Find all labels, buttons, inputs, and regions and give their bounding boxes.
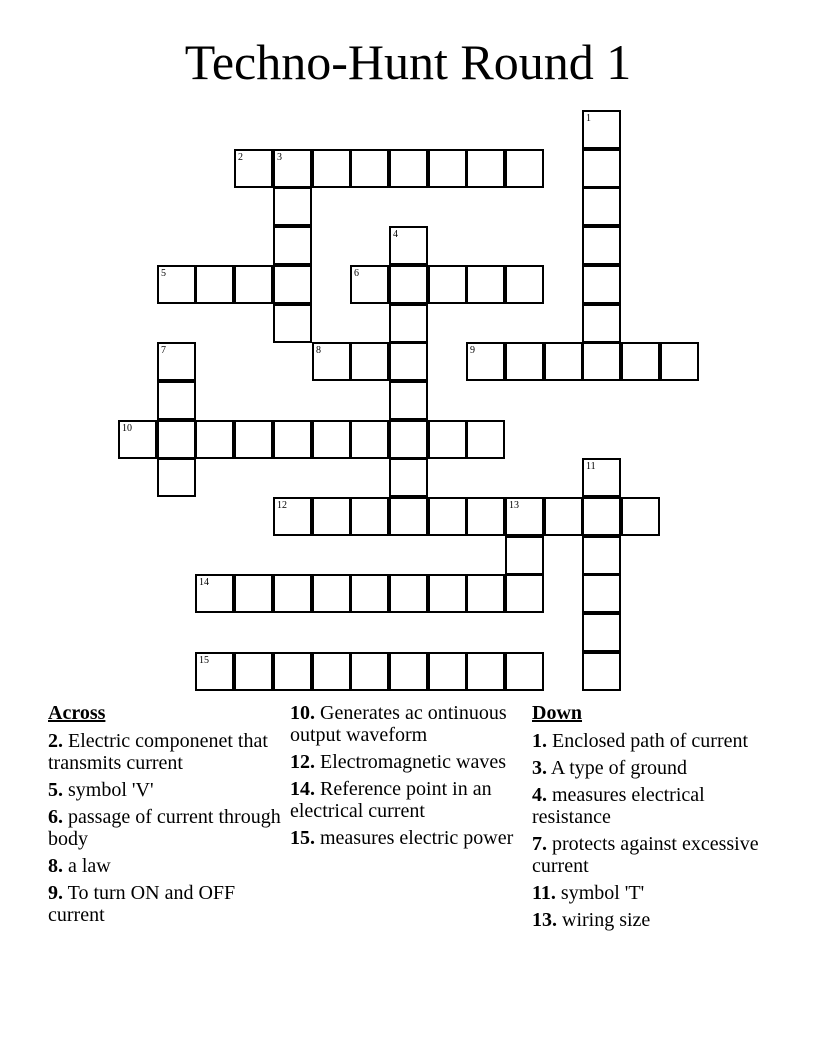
clue-number: 5 xyxy=(161,268,166,279)
grid-cell[interactable] xyxy=(118,420,157,459)
across-heading: Across xyxy=(48,702,106,724)
clue-item xyxy=(290,702,522,746)
clue-item xyxy=(532,833,772,877)
grid-cell[interactable] xyxy=(157,420,196,459)
clue-text: To turn ON and OFF current xyxy=(48,882,236,926)
clue-item xyxy=(290,827,522,849)
grid-cell[interactable] xyxy=(428,652,467,691)
grid-cell[interactable] xyxy=(312,342,351,381)
grid-cell[interactable] xyxy=(350,265,389,304)
down-clues-column xyxy=(532,702,772,936)
clue-item xyxy=(290,751,522,773)
clue-number: 15 xyxy=(199,655,209,666)
grid-cell[interactable] xyxy=(389,574,428,613)
grid-cell[interactable] xyxy=(350,342,389,381)
grid-cell[interactable] xyxy=(428,265,467,304)
clue-number: 14 xyxy=(199,577,209,588)
clue-item xyxy=(48,806,284,850)
grid-cell[interactable] xyxy=(350,497,389,536)
puzzle-title: Techno-Hunt Round 1 xyxy=(184,34,632,90)
grid-cell[interactable] xyxy=(389,342,428,381)
grid-cell[interactable] xyxy=(312,497,351,536)
grid-cell[interactable] xyxy=(582,110,621,149)
grid-cell[interactable] xyxy=(273,574,312,613)
grid-cell[interactable] xyxy=(157,342,196,381)
clue-item xyxy=(48,779,284,801)
clue-number-label: 10. xyxy=(290,702,315,724)
grid-cell[interactable] xyxy=(582,187,621,226)
clue-text: protects against excessive current xyxy=(532,833,759,877)
clue-text: Enclosed path of current xyxy=(552,730,749,752)
clue-item xyxy=(290,778,522,822)
grid-cell[interactable] xyxy=(273,265,312,304)
grid-cell[interactable] xyxy=(195,265,234,304)
grid-cell[interactable] xyxy=(428,149,467,188)
clue-number: 8 xyxy=(316,345,321,356)
grid-cell[interactable] xyxy=(582,342,621,381)
grid-cell[interactable] xyxy=(157,381,196,420)
grid-cell[interactable] xyxy=(466,149,505,188)
grid-cell[interactable] xyxy=(157,265,196,304)
clue-text: passage of current through body xyxy=(48,806,281,850)
grid-cell[interactable] xyxy=(505,149,544,188)
clue-item xyxy=(532,757,772,779)
clue-number: 12 xyxy=(277,500,287,511)
grid-cell[interactable] xyxy=(234,149,273,188)
grid-cell[interactable] xyxy=(621,497,660,536)
grid-cell[interactable] xyxy=(505,536,544,575)
grid-cell[interactable] xyxy=(428,574,467,613)
grid-cell[interactable] xyxy=(582,304,621,343)
across-clues-column xyxy=(48,702,284,931)
clue-number: 7 xyxy=(161,345,166,356)
clue-number-label: 5. xyxy=(48,779,63,801)
clue-number-label: 13. xyxy=(532,909,557,931)
grid-cell[interactable] xyxy=(582,613,621,652)
clue-text: a law xyxy=(68,855,111,877)
grid-cell[interactable] xyxy=(273,652,312,691)
clue-number-label: 3. xyxy=(532,757,547,779)
grid-cell[interactable] xyxy=(582,458,621,497)
grid-cell[interactable] xyxy=(273,420,312,459)
clue-number-label: 6. xyxy=(48,806,63,828)
grid-cell[interactable] xyxy=(505,497,544,536)
grid-cell[interactable] xyxy=(273,497,312,536)
clue-number: 2 xyxy=(238,152,243,163)
grid-cell[interactable] xyxy=(389,497,428,536)
grid-cell[interactable] xyxy=(582,226,621,265)
clue-number: 4 xyxy=(393,229,398,240)
grid-cell[interactable] xyxy=(389,420,428,459)
grid-cell[interactable] xyxy=(544,342,583,381)
grid-cell[interactable] xyxy=(234,574,273,613)
grid-cell[interactable] xyxy=(389,226,428,265)
clue-text: wiring size xyxy=(562,909,651,931)
clue-number: 1 xyxy=(586,113,591,124)
clue-item xyxy=(532,909,772,931)
clue-text: Generates ac ontinuous output waveform xyxy=(290,702,507,746)
clue-number-label: 12. xyxy=(290,751,315,773)
clue-number: 13 xyxy=(509,500,519,511)
grid-cell[interactable] xyxy=(389,381,428,420)
grid-cell[interactable] xyxy=(350,149,389,188)
grid-cell[interactable] xyxy=(389,265,428,304)
clue-number-label: 1. xyxy=(532,730,547,752)
grid-cell[interactable] xyxy=(621,342,660,381)
grid-cell[interactable] xyxy=(273,149,312,188)
grid-cell[interactable] xyxy=(350,420,389,459)
grid-cell[interactable] xyxy=(389,149,428,188)
clue-item xyxy=(48,882,284,926)
down-heading: Down xyxy=(532,702,583,724)
grid-cell[interactable] xyxy=(466,574,505,613)
grid-cell[interactable] xyxy=(505,265,544,304)
grid-cell[interactable] xyxy=(389,458,428,497)
across-clues-column-continued xyxy=(290,702,522,854)
clue-item xyxy=(48,730,284,774)
grid-cell[interactable] xyxy=(466,342,505,381)
clue-text: Reference point in an electrical current xyxy=(290,778,492,822)
grid-cell[interactable] xyxy=(660,342,699,381)
grid-cell[interactable] xyxy=(350,574,389,613)
grid-cell[interactable] xyxy=(466,265,505,304)
clue-text: measures electric power xyxy=(320,827,514,849)
grid-cell[interactable] xyxy=(544,497,583,536)
grid-cell[interactable] xyxy=(312,149,351,188)
grid-cell[interactable] xyxy=(582,149,621,188)
clue-number: 9 xyxy=(470,345,475,356)
clue-number: 6 xyxy=(354,268,359,279)
grid-cell[interactable] xyxy=(466,652,505,691)
clue-number: 3 xyxy=(277,152,282,163)
clue-number: 10 xyxy=(122,423,132,434)
grid-cell[interactable] xyxy=(312,574,351,613)
grid-cell[interactable] xyxy=(312,420,351,459)
grid-cell[interactable] xyxy=(582,574,621,613)
clue-item xyxy=(48,855,284,877)
clue-number-label: 9. xyxy=(48,882,63,904)
grid-cell[interactable] xyxy=(157,458,196,497)
grid-cell[interactable] xyxy=(389,304,428,343)
clue-number-label: 8. xyxy=(48,855,63,877)
grid-cell[interactable] xyxy=(195,420,234,459)
grid-cell[interactable] xyxy=(234,420,273,459)
clue-text: measures electrical resistance xyxy=(532,784,705,828)
grid-cell[interactable] xyxy=(505,342,544,381)
grid-cell[interactable] xyxy=(195,574,234,613)
grid-cell[interactable] xyxy=(428,420,467,459)
grid-cell[interactable] xyxy=(466,420,505,459)
grid-cell[interactable] xyxy=(582,497,621,536)
grid-cell[interactable] xyxy=(312,652,351,691)
clue-number-label: 15. xyxy=(290,827,315,849)
clue-item xyxy=(532,784,772,828)
grid-cell[interactable] xyxy=(505,652,544,691)
clue-number-label: 11. xyxy=(532,882,556,904)
clue-number-label: 14. xyxy=(290,778,315,800)
grid-cell[interactable] xyxy=(195,652,234,691)
clue-text: symbol 'T' xyxy=(560,882,645,904)
clue-text: Electric componenet that transmits current xyxy=(48,730,268,774)
grid-cell[interactable] xyxy=(466,497,505,536)
grid-cell[interactable] xyxy=(505,574,544,613)
clue-number: 11 xyxy=(586,461,596,472)
clue-item xyxy=(532,882,772,904)
grid-cell[interactable] xyxy=(428,497,467,536)
grid-cell[interactable] xyxy=(234,652,273,691)
grid-cell[interactable] xyxy=(273,304,312,343)
clue-number-label: 4. xyxy=(532,784,547,806)
clue-text: symbol 'V' xyxy=(68,779,154,801)
clue-number-label: 2. xyxy=(48,730,63,752)
clue-text: Electromagnetic waves xyxy=(320,751,507,773)
grid-cell[interactable] xyxy=(273,187,312,226)
grid-cell[interactable] xyxy=(582,536,621,575)
grid-cell[interactable] xyxy=(389,652,428,691)
grid-cell[interactable] xyxy=(273,226,312,265)
grid-cell[interactable] xyxy=(234,265,273,304)
grid-cell[interactable] xyxy=(350,652,389,691)
grid-cell[interactable] xyxy=(582,652,621,691)
grid-cell[interactable] xyxy=(582,265,621,304)
clue-text: A type of ground xyxy=(550,757,687,779)
clue-number-label: 7. xyxy=(532,833,547,855)
clue-item xyxy=(532,730,772,752)
